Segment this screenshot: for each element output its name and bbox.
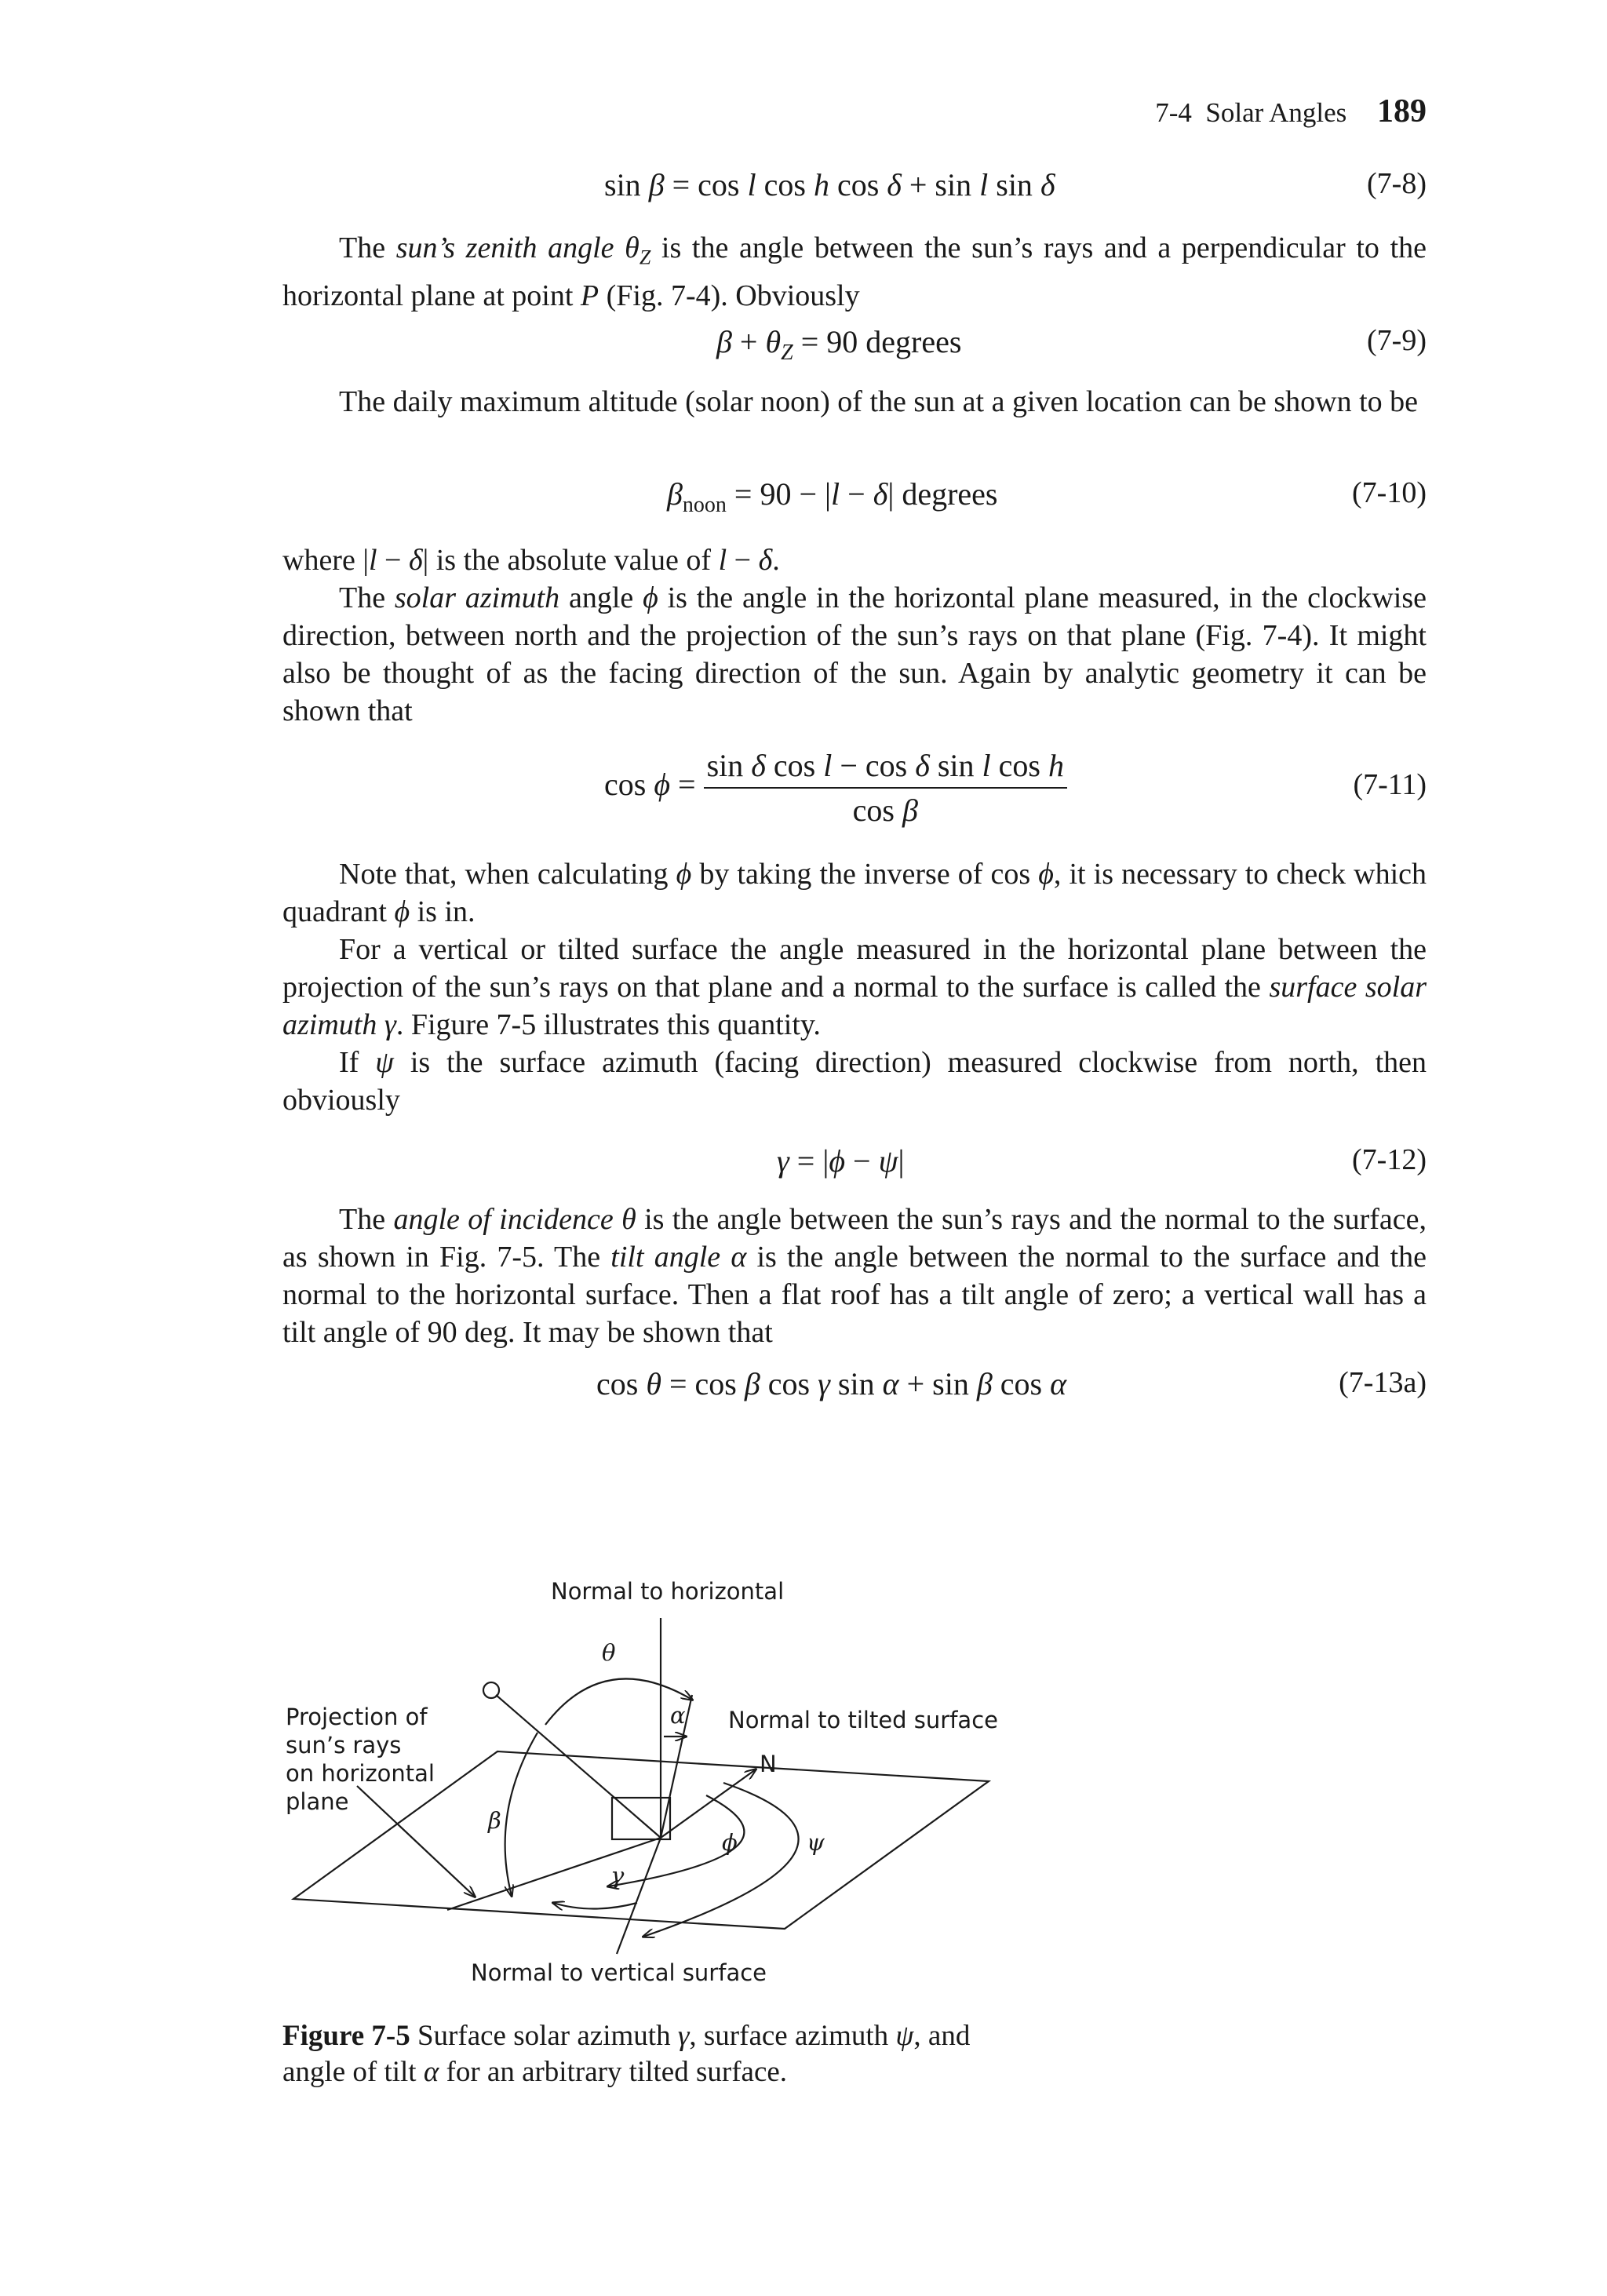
label-psi: ψ bbox=[807, 1829, 825, 1856]
equation-7-11: cos ϕ = $\frac{\text{sin δ cos l − cos δ sin l cos h}}{\text{cos β}}$ (7-11) bbox=[604, 748, 1427, 828]
paragraph-solar-azimuth: where |l − δ| is the absolute value of l − δ. The solar azimuth angle ϕ is the angle in the horizontal plane measured, in the clockwise direction, between north and the projection of the sun’s rays on that plane (Fig. 7-4). It might also be thought of as the facing direction of the sun. Again by analytic geometry it can be shown that bbox=[282, 544, 1427, 727]
label-normal-to-vertical: Normal to vertical surface bbox=[471, 1959, 767, 1986]
equation-7-12: γ = |ϕ − ψ| (7-12) bbox=[777, 1143, 1427, 1179]
label-normal-to-horizontal: Normal to horizontal bbox=[551, 1578, 785, 1605]
north-arrow bbox=[661, 1769, 756, 1838]
equation-number: (7-9) bbox=[1367, 324, 1427, 357]
label-beta: β bbox=[488, 1807, 501, 1834]
normal-to-vertical-line bbox=[617, 1838, 661, 1954]
paragraph-solar-noon: The daily maximum altitude (solar noon) of the sun at a given location can be shown to be bbox=[339, 385, 1419, 418]
paragraph-surface-solar-azimuth: For a vertical or tilted surface the angle measured in the horizontal plane between the projection of the sun’s rays on that plane and a normal to the surface is called the surface solar azimuth γ. Figure 7-5 illustrates this quantity. bbox=[282, 933, 1427, 1041]
figure-diagram bbox=[282, 1554, 1083, 1993]
paragraph-angle-of-incidence: The angle of incidence θ is the angle between the sun’s rays and the normal to the surface, as shown in Fig. 7-5. The tilt angle α is the angle between the normal to the surface and the normal to the horizontal surface. Then a flat roof has a tilt angle of zero; a vertical wall has a tilt angle of 90 deg. It may be shown that bbox=[282, 1203, 1427, 1349]
gamma-arc bbox=[553, 1903, 637, 1909]
paragraph-zenith-angle: The sun’s zenith angle $\theta_Z$ is the angle between the sun’s rays and a perpendicular to the horizontal plane at point P (Fig. 7-4). Obviously bbox=[282, 231, 1427, 312]
sun-icon bbox=[483, 1682, 499, 1698]
label-phi: ϕ bbox=[722, 1829, 738, 1856]
figure-7-5 bbox=[282, 1554, 1083, 1993]
psi-arc bbox=[643, 1783, 799, 1937]
equation-number: (7-8) bbox=[1367, 167, 1427, 200]
equation-number: (7-11) bbox=[1353, 768, 1427, 801]
equation-number: (7-12) bbox=[1352, 1143, 1427, 1176]
equation-7-10: $\beta_{noon} = 90 - |l - \delta|$ degrees (7-10) bbox=[667, 476, 1427, 517]
sun-ray-projection-line bbox=[447, 1838, 661, 1910]
label-alpha: α bbox=[670, 1702, 686, 1729]
equation-number: (7-13a) bbox=[1339, 1366, 1427, 1399]
figure-caption: Figure 7-5 Surface solar azimuth γ, surface azimuth ψ, and angle of tilt α for an arbitrary tilted surface. bbox=[282, 2020, 971, 2088]
label-normal-to-tilted: Normal to tilted surface bbox=[728, 1707, 998, 1733]
label-gamma: γ bbox=[610, 1862, 625, 1889]
running-header bbox=[1155, 93, 1427, 130]
paragraph-note-quadrant: Note that, when calculating ϕ by taking the inverse of cos ϕ, it is necessary to check which quadrant ϕ is in. For a vertical or tilted surface the angle measured in the horizontal plane between the projection of the sun’s rays on that plane and a normal to the surface is called the surface solar azimuth γ. Figure 7-5 illustrates this quantity. If ψ is the surface azimuth (facing direction) measured clockwise from north, then obviously bbox=[282, 855, 1427, 1119]
equation-7-8: sin β = cos l cos h cos δ + sin l sin δ (7-8) bbox=[604, 167, 1427, 202]
equation-number: (7-10) bbox=[1352, 476, 1427, 509]
label-theta: θ bbox=[602, 1639, 616, 1666]
paragraph-surface-azimuth: If ψ is the surface azimuth (facing direction) measured clockwise from north, then obviously bbox=[282, 1046, 1427, 1117]
label-projection: Projection of sun’s rays on horizontal plane bbox=[286, 1704, 435, 1815]
label-north: N bbox=[760, 1751, 777, 1777]
beta-arc bbox=[505, 1733, 537, 1896]
equation-7-9: $\beta + \theta_Z = 90$ degrees (7-9) bbox=[716, 324, 1427, 365]
equation-7-13a: cos θ = cos β cos γ sin α + sin β cos α (7-13a) bbox=[596, 1366, 1427, 1401]
page-number: 189 bbox=[1377, 93, 1427, 129]
section-label: 7-4 Solar Angles bbox=[1155, 97, 1347, 128]
fraction: $\frac{\text{sin δ cos l − cos δ sin l cos h}}{\text{cos β}}$ bbox=[704, 747, 1067, 829]
